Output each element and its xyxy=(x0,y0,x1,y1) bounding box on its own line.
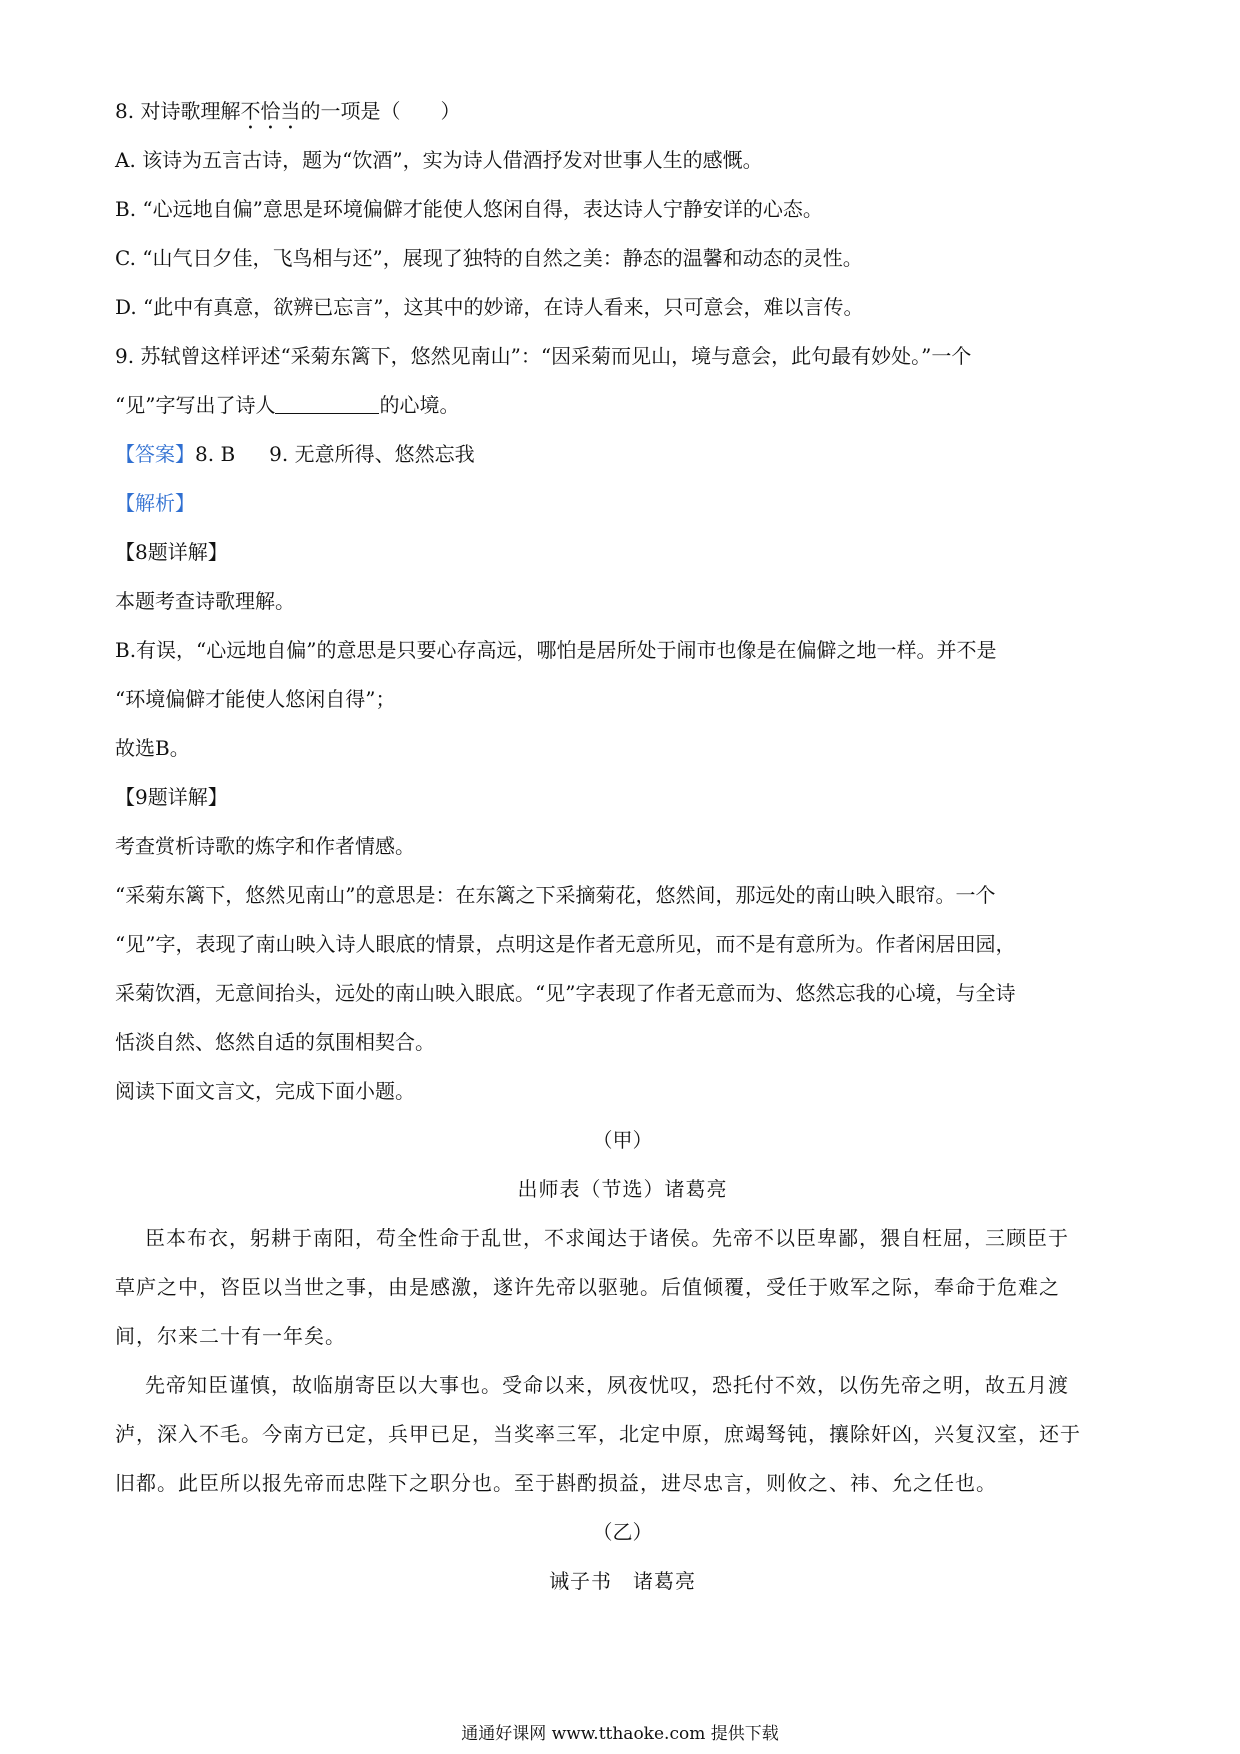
q8-analysis-header: 【8题详解】 xyxy=(115,540,228,564)
passage-yi-title: 诫子书 诸葛亮 xyxy=(549,1569,696,1593)
q8-stem-suffix: 的一项是（ ） xyxy=(300,99,461,123)
q8-option-c: C. “山气日夕佳，飞鸟相与还”，展现了独特的自然之美：静态的温馨和动态的灵性。 xyxy=(115,246,863,270)
q8-stem-prefix: 8. 对诗歌理解 xyxy=(115,99,241,123)
q8-analysis-line: B.有误，“心远地自偏”的意思是只要心存高远，哪怕是居所处于闹市也像是在偏僻之地一样。并不是 xyxy=(115,638,997,662)
answer-q8: 8. B xyxy=(195,442,236,466)
q8-stem-emphasis: 不恰当 xyxy=(240,99,301,123)
q8-option-a: A. 该诗为五言古诗，题为“饮酒”，实为诗人借酒抒发对世事人生的感慨。 xyxy=(115,148,763,172)
jia-para2-line: 旧都。此臣所以报先帝而忠陛下之职分也。至于斟酌损益，进尽忠言，则攸之、祎、允之任也。 xyxy=(115,1471,997,1495)
answer-q9: 9. 无意所得、悠然忘我 xyxy=(269,442,475,466)
reading-instruction: 阅读下面文言文，完成下面小题。 xyxy=(115,1079,415,1103)
q9-analysis-header: 【9题详解】 xyxy=(115,785,228,809)
q9-stem-line1: 9. 苏轼曾这样评述“采菊东篱下，悠然见南山”：“因采菊而见山，境与意会，此句最有妙处。”一个 xyxy=(115,344,972,368)
passage-jia-label: （甲） xyxy=(592,1128,653,1152)
q8-option-b: B. “心远地自偏”意思是环境偏僻才能使人悠闲自得，表达诗人宁静安详的心态。 xyxy=(115,197,823,221)
document-content xyxy=(115,96,1130,1615)
q9-analysis-line: 考查赏析诗歌的炼字和作者情感。 xyxy=(115,834,415,858)
analysis-tag: 【解析】 xyxy=(115,491,195,515)
q8-analysis-line: 故选B。 xyxy=(115,736,190,760)
q8-analysis-line: “环境偏僻才能使人悠闲自得”； xyxy=(115,687,396,711)
jia-para1-line: 间，尔来二十有一年矣。 xyxy=(115,1324,346,1348)
jia-para1-line: 草庐之中，咨臣以当世之事，由是感激，遂许先帝以驱驰。后值倾覆，受任于败军之际，奉命于危难之 xyxy=(115,1275,1060,1299)
q8-analysis-line: 本题考查诗歌理解。 xyxy=(115,589,295,613)
answer-blank xyxy=(275,393,379,414)
q9-analysis-line: 采菊饮酒，无意间抬头，远处的南山映入眼底。“见”字表现了作者无意而为、悠然忘我的心境，与全诗 xyxy=(115,981,1016,1005)
q9-stem-line2 xyxy=(115,390,1130,439)
passage-jia-title: 出师表（节选）诸葛亮 xyxy=(517,1177,728,1201)
q9-analysis-line: “采菊东篱下，悠然见南山”的意思是：在东篱之下采摘菊花，悠然间，那远处的南山映入眼帘。一个 xyxy=(115,883,996,907)
jia-para1-line: 臣本布衣，躬耕于南阳，苟全性命于乱世，不求闻达于诸侯。先帝不以臣卑鄙，猥自枉屈，三顾臣于 xyxy=(145,1226,1069,1250)
q9-stem-line2-prefix: “见”字写出了诗人 xyxy=(115,393,276,417)
answer-line xyxy=(115,439,1130,488)
jia-para2-line: 先帝知臣谨慎，故临崩寄臣以大事也。受命以来，夙夜忧叹，恐托付不效，以伤先帝之明，故五月渡 xyxy=(145,1373,1069,1397)
answer-tag: 【答案】 xyxy=(115,442,195,466)
page-footer: 通通好课网 www.tthaoke.com 提供下载 xyxy=(461,1724,779,1744)
q9-analysis-line: 恬淡自然、悠然自适的氛围相契合。 xyxy=(115,1030,435,1054)
jia-para2-line: 泸，深入不毛。今南方已定，兵甲已足，当奖率三军，北定中原，庶竭驽钝，攘除奸凶，兴复汉室，还于 xyxy=(115,1422,1081,1446)
passage-yi-label: （乙） xyxy=(592,1520,653,1544)
q9-analysis-line: “见”字，表现了南山映入诗人眼底的情景，点明这是作者无意所见，而不是有意所为。作者闲居田园， xyxy=(115,932,1016,956)
q9-stem-line2-suffix: 的心境。 xyxy=(379,393,460,417)
q8-option-d: D. “此中有真意，欲辨已忘言”，这其中的妙谛，在诗人看来，只可意会，难以言传。 xyxy=(115,295,864,319)
question-8-stem xyxy=(115,96,1130,145)
